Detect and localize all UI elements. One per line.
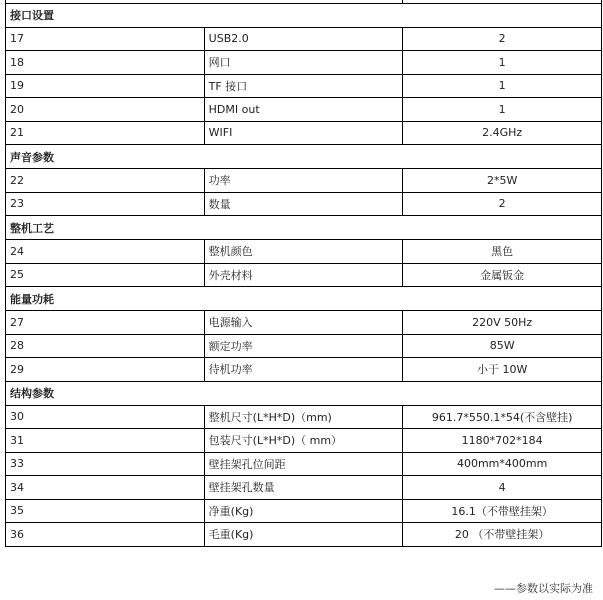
param-value: 2 <box>403 192 602 216</box>
param-value: 1 <box>403 98 602 122</box>
param-name: TF 接口 <box>204 74 403 98</box>
section-title: 接口设置 <box>6 3 602 27</box>
table-row <box>6 523 602 547</box>
param-value: 1 <box>403 51 602 75</box>
param-value: 2.4GHz <box>403 121 602 145</box>
param-name: HDMI out <box>204 98 403 122</box>
footnote: ——参数以实际为准 <box>494 582 593 595</box>
table-row <box>6 192 602 216</box>
table-row <box>6 358 602 382</box>
table-row <box>6 499 602 523</box>
param-name: 整机尺寸(L*H*D)（mm) <box>204 405 403 429</box>
param-value: 1 <box>403 74 602 98</box>
row-number: 19 <box>6 74 205 98</box>
param-name: 电源输入 <box>204 311 403 335</box>
row-number: 33 <box>6 452 205 476</box>
param-value: 1180*702*184 <box>403 429 602 453</box>
table-row <box>6 169 602 193</box>
param-value: 961.7*550.1*54(不含壁挂) <box>403 405 602 429</box>
param-value: 220V 50Hz <box>403 311 602 335</box>
spec-table-body <box>6 0 602 546</box>
table-row <box>6 476 602 500</box>
section-title: 能量功耗 <box>6 287 602 311</box>
row-number: 17 <box>6 27 205 51</box>
table-row <box>6 51 602 75</box>
table-row <box>6 452 602 476</box>
row-number: 22 <box>6 169 205 193</box>
param-name: 额定功率 <box>204 334 403 358</box>
table-row <box>6 27 602 51</box>
section-title: 整机工艺 <box>6 216 602 240</box>
row-number: 18 <box>6 51 205 75</box>
param-name: 包装尺寸(L*H*D)（ mm） <box>204 429 403 453</box>
param-value: 4 <box>403 476 602 500</box>
row-number: 35 <box>6 499 205 523</box>
row-number: 29 <box>6 358 205 382</box>
param-name: 功率 <box>204 169 403 193</box>
param-name: USB2.0 <box>204 27 403 51</box>
param-value: 小于 10W <box>403 358 602 382</box>
row-number: 24 <box>6 240 205 264</box>
table-row <box>6 263 602 287</box>
row-number: 27 <box>6 311 205 335</box>
row-number: 34 <box>6 476 205 500</box>
param-value: 85W <box>403 334 602 358</box>
section-header-row <box>6 381 602 405</box>
row-number: 36 <box>6 523 205 547</box>
section-title: 结构参数 <box>6 381 602 405</box>
spec-table <box>5 0 602 547</box>
section-header-row <box>6 216 602 240</box>
param-value: 400mm*400mm <box>403 452 602 476</box>
param-name: 整机颜色 <box>204 240 403 264</box>
param-value: 20 （不带壁挂架） <box>403 523 602 547</box>
param-value: 2*5W <box>403 169 602 193</box>
table-row <box>6 74 602 98</box>
table-row <box>6 98 602 122</box>
param-value: 黑色 <box>403 240 602 264</box>
param-name: 壁挂架孔数量 <box>204 476 403 500</box>
row-number: 20 <box>6 98 205 122</box>
param-name: 数量 <box>204 192 403 216</box>
table-row <box>6 429 602 453</box>
row-number: 25 <box>6 263 205 287</box>
row-number: 23 <box>6 192 205 216</box>
param-value: 金属钣金 <box>403 263 602 287</box>
table-row <box>6 121 602 145</box>
section-title: 声音参数 <box>6 145 602 169</box>
table-row <box>6 240 602 264</box>
row-number: 31 <box>6 429 205 453</box>
param-name: 外壳材料 <box>204 263 403 287</box>
section-header-row <box>6 287 602 311</box>
param-name: 毛重(Kg) <box>204 523 403 547</box>
row-number: 30 <box>6 405 205 429</box>
param-name: 网口 <box>204 51 403 75</box>
param-value: 16.1（不带壁挂架） <box>403 499 602 523</box>
table-row <box>6 334 602 358</box>
param-name: 壁挂架孔位间距 <box>204 452 403 476</box>
param-name: WIFI <box>204 121 403 145</box>
row-number: 28 <box>6 334 205 358</box>
row-number: 21 <box>6 121 205 145</box>
param-name: 待机功率 <box>204 358 403 382</box>
table-row <box>6 311 602 335</box>
section-header-row <box>6 3 602 27</box>
table-row <box>6 405 602 429</box>
param-value: 2 <box>403 27 602 51</box>
param-name: 净重(Kg) <box>204 499 403 523</box>
section-header-row <box>6 145 602 169</box>
